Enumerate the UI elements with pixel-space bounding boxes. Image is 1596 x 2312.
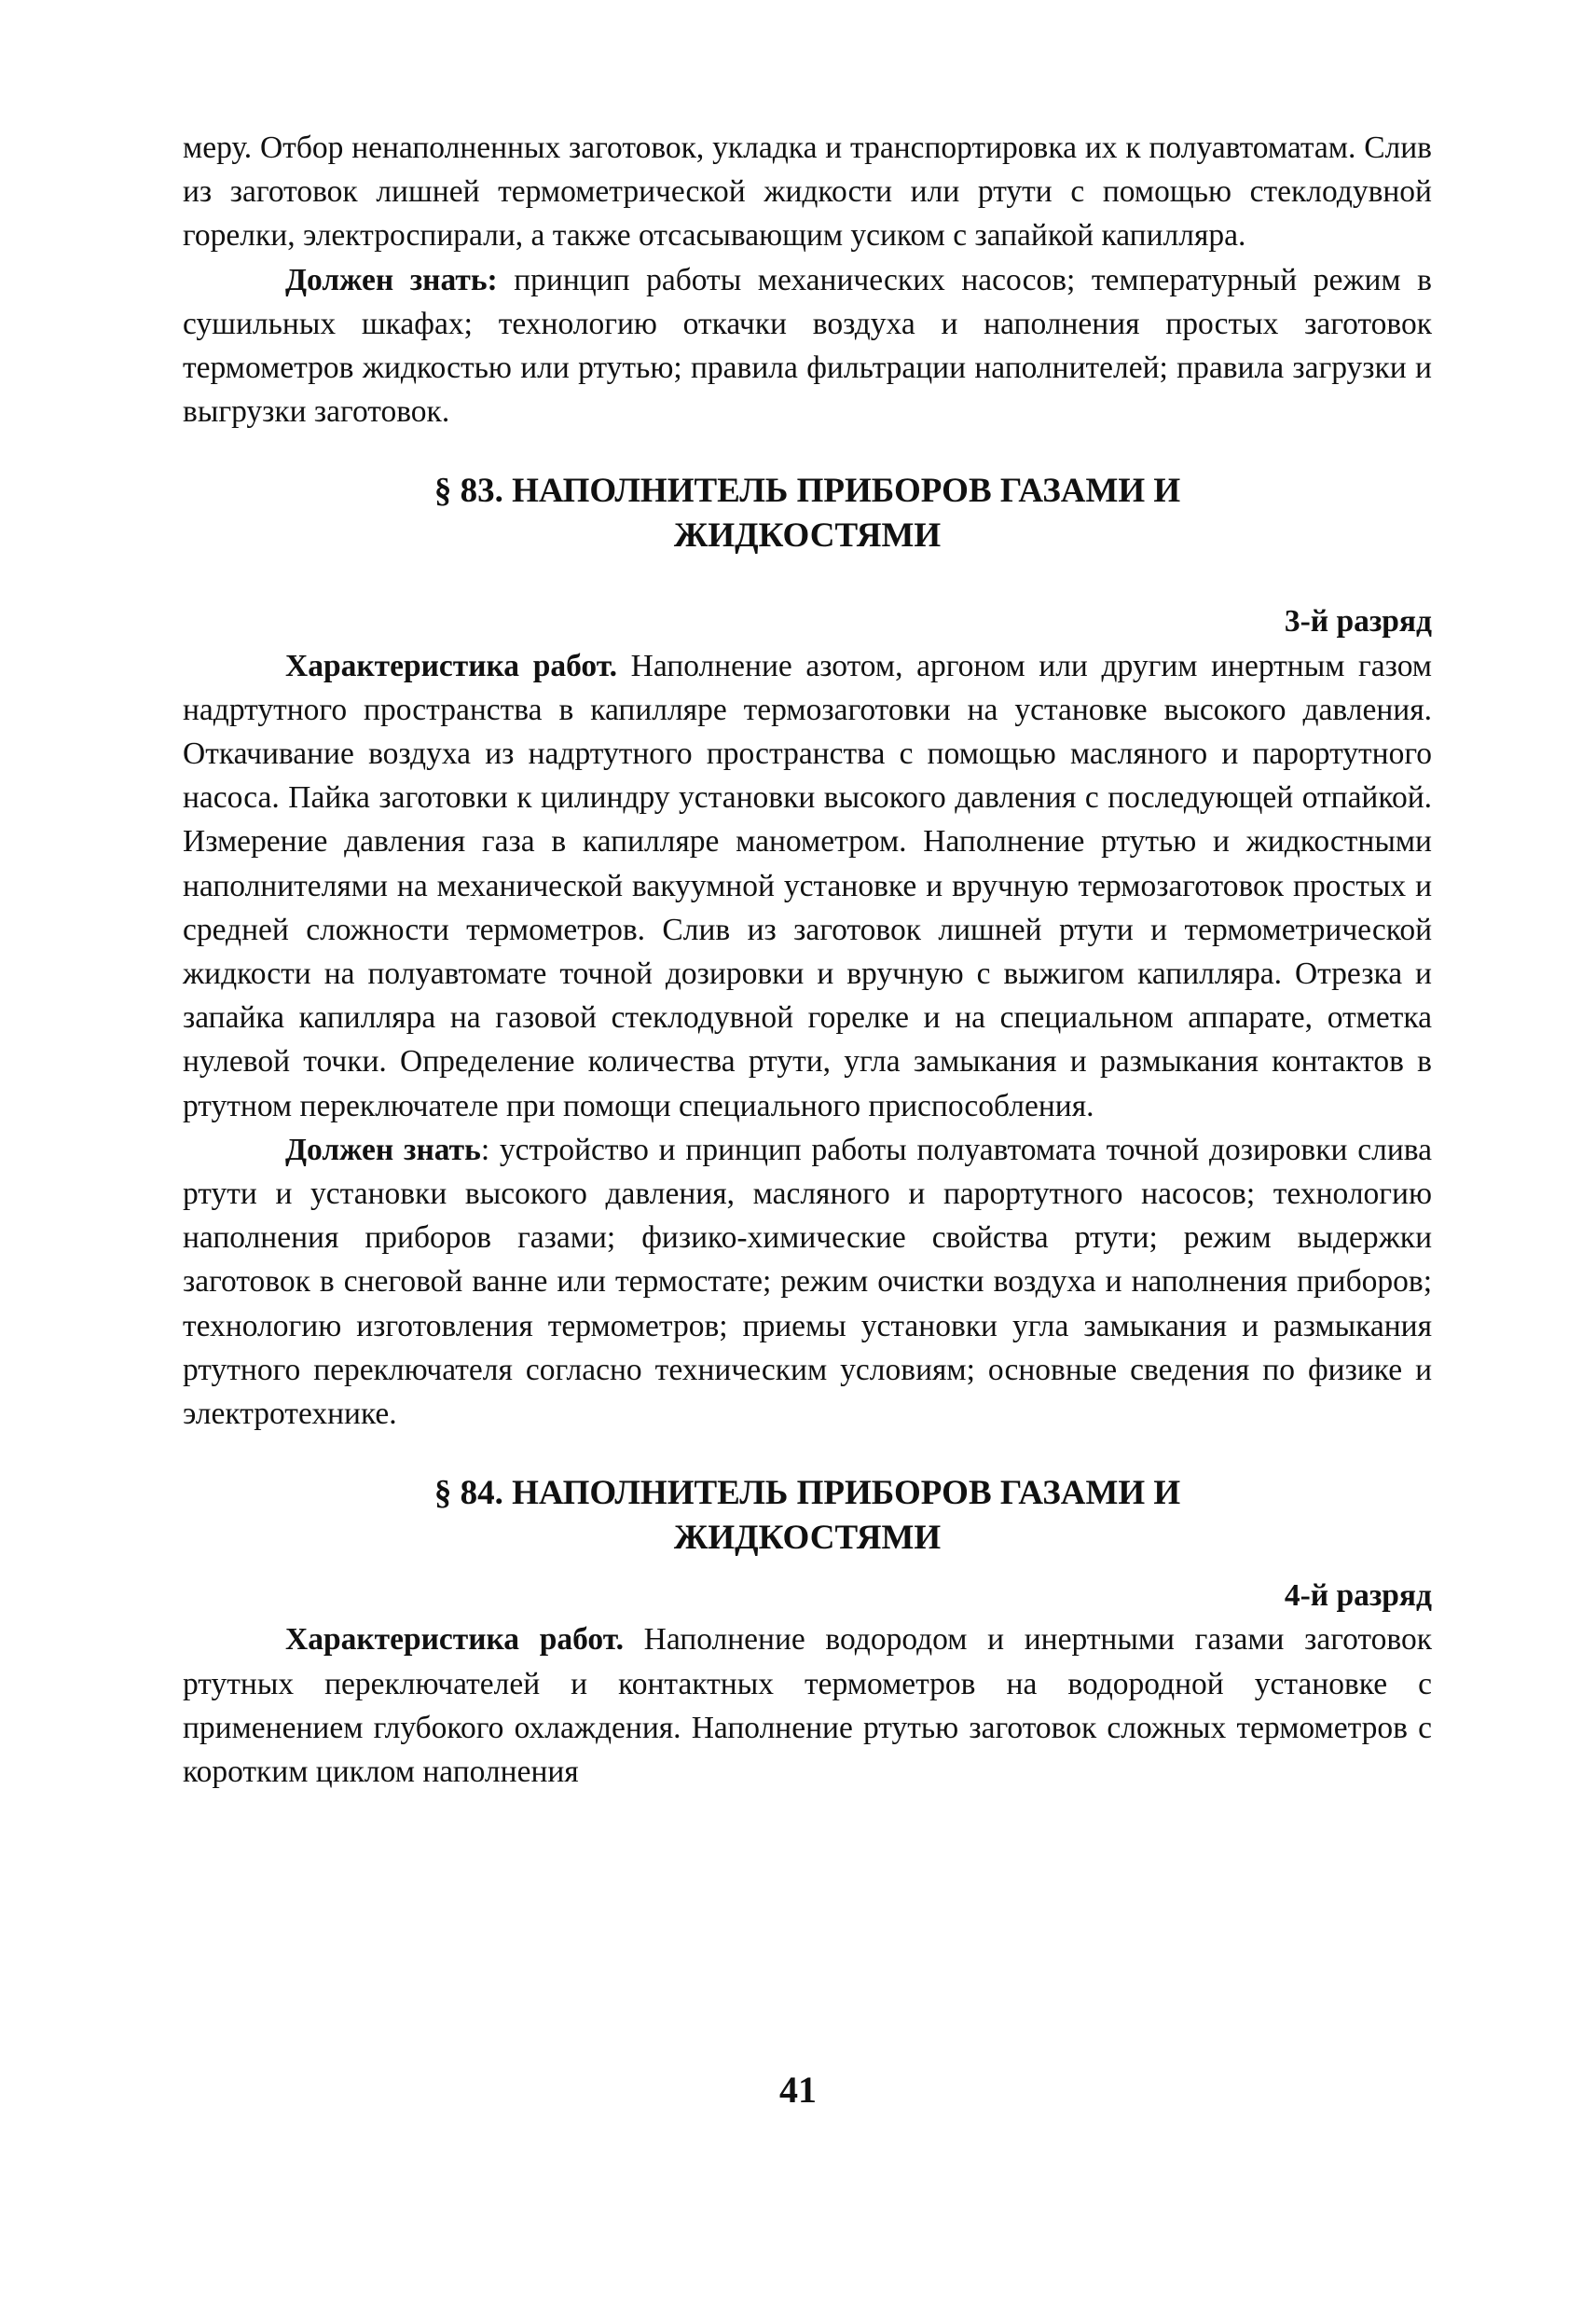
must-know-label: Должен знать: [285, 262, 498, 297]
page-number: 41 [779, 2069, 817, 2111]
section-title-line1: § 84. НАПОЛНИТЕЛЬ ПРИБОРОВ ГАЗАМИ И [433, 1474, 1181, 1513]
must-know-text: : устройство и принцип работы полуавтомата точной дозировки слива ртути и установки высокого давления, масляного и парортутного насосов; технологию наполнения приборов газами; физико-химические свойства ртути; режим выдержки заготовок в снеговой ванне или термостате; режим очистки воздуха и наполнения приборов; технологию изготовления термометров; приемы установки угла замыкания и размыкания ртутного переключателя согласно техническим условиям; основные сведения по физике и электротехнике. [183, 1132, 1432, 1432]
intro-must-know-paragraph [183, 258, 1432, 434]
section-title [183, 1471, 1432, 1561]
work-characteristics-paragraph [183, 644, 1432, 1128]
must-know-label: Должен знать [285, 1132, 481, 1167]
work-characteristics-text: Наполнение водородом и инертными газами заготовок ртутных переключателей и контактных термометров на водородной установке с применением глубокого охлаждения. Наполнение ртутью заготовок сложных термометров с коротким циклом наполнения [183, 1622, 1432, 1790]
must-know-text: принцип работы механических насосов; температурный режим в сушильных шкафах; технологию откачки воздуха и наполнения простых заготовок термометров жидкостью или ртутью; правила фильтрации наполнителей; правила загрузки и выгрузки заготовок. [183, 262, 1432, 430]
section-83 [183, 469, 1432, 1436]
work-characteristics-label: Характеристика работ. [285, 648, 618, 683]
work-characteristics-paragraph [183, 1617, 1432, 1794]
section-title-line2: ЖИДКОСТЯМИ [673, 516, 942, 556]
intro-paragraph: меру. Отбор ненаполненных заготовок, укладка и транспортировка их к полуавтоматам. Слив из заготовок лишней термометрической жидкости или ртути с помощью стеклодувной горелки, электроспирали, а также отсасывающим усиком с запайкой капилляра. [183, 131, 1432, 254]
section-title [183, 469, 1432, 558]
must-know-paragraph [183, 1128, 1432, 1436]
work-characteristics-label: Характеристика работ. [285, 1622, 625, 1658]
section-title-line1: § 83. НАПОЛНИТЕЛЬ ПРИБОРОВ ГАЗАМИ И [433, 472, 1181, 511]
grade-label: 3-й разряд [1284, 604, 1432, 640]
section-84 [183, 1471, 1432, 1794]
section-title-line2: ЖИДКОСТЯМИ [673, 1519, 942, 1558]
work-characteristics-text: Наполнение азотом, аргоном или другим инертным газом надртутного пространства в капилляре термозаготовки на установке высокого давления. Откачивание воздуха из надртутного пространства с помощью масляного и парортутного насоса. Пайка заготовки к цилиндру установки высокого давления с последующей отпайкой. Измерение давления газа в капилляре манометром. Наполнение ртутью и жидкостными наполнителями на механической вакуумной установке и вручную термозаготовок простых и средней сложности термометров. Слив из заготовок лишней ртути и термометрической жидкости на полуавтомате точной дозировки и вручную с выжигом капилляра. Отрезка и запайка капилляра на газовой стеклодувной горелке и на специальном аппарате, отметка нулевой точки. Определение количества ртути, угла замыкания и размыкания контактов в ртутном переключателе при помощи специального приспособления. [183, 648, 1433, 1123]
page-body [183, 126, 1432, 1794]
grade-label: 4-й разряд [1284, 1578, 1432, 1614]
